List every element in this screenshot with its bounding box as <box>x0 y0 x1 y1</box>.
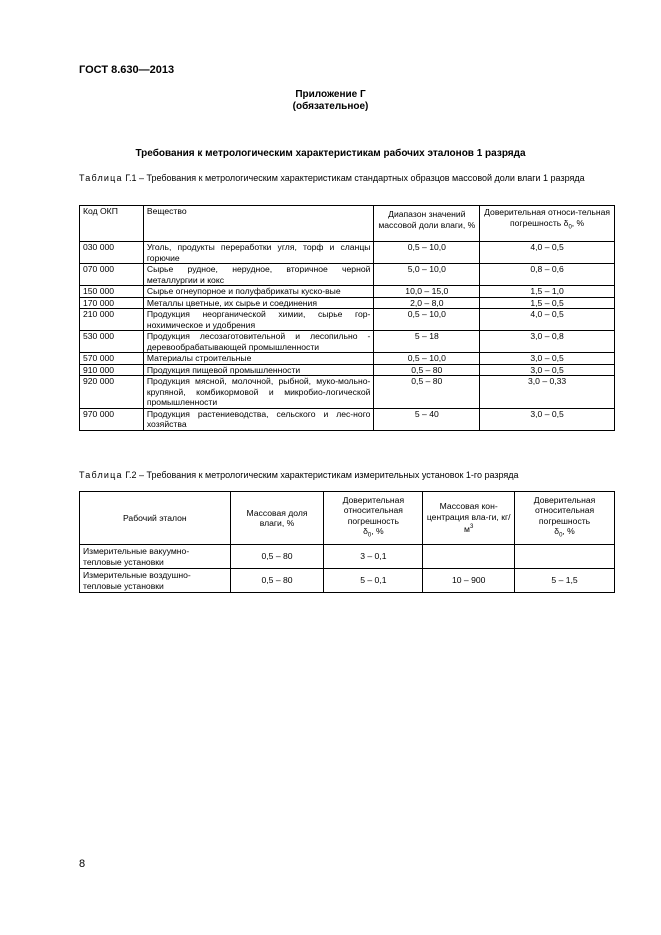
cell-concentration <box>423 545 515 569</box>
cell-substance: Уголь, продукты переработки угля, торф и сланцы горючие <box>143 242 374 264</box>
cell-substance: Сырье огнеупорное и полуфабрикаты куско-вые <box>143 286 374 298</box>
table2 <box>79 491 615 593</box>
table-row <box>80 286 615 298</box>
cell-mass-fraction: 0,5 – 80 <box>230 545 324 569</box>
cell-substance: Продукция лесозаготовительной и лесопильно - деревообрабатывающей промышленности <box>143 331 374 353</box>
cell-substance: Сырье рудное, нерудное, вторичное черной металлургии и кокс <box>143 264 374 286</box>
cell-standard: Измерительные вакуумно-тепловые установки <box>80 545 231 569</box>
cell-error: 3,0 – 0,8 <box>480 331 615 353</box>
table2-caption-label: Таблица <box>79 470 123 480</box>
table-row <box>80 331 615 353</box>
table1-header-error-sub: 0 <box>568 224 572 231</box>
cell-range: 0,5 – 80 <box>374 376 480 409</box>
cell-substance: Металлы цветные, их сырье и соединения <box>143 297 374 309</box>
cell-substance: Продукция пищевой промышленности <box>143 364 374 376</box>
cell-error2 <box>515 545 615 569</box>
cell-error: 4,0 – 0,5 <box>480 242 615 264</box>
cell-range: 0,5 – 10,0 <box>374 309 480 331</box>
table1-caption-text: Г.1 – Требования к метрологическим характеристикам стандартных образцов массовой доли влаги 1 разряда <box>122 173 585 183</box>
cell-error: 0,8 – 0,6 <box>480 264 615 286</box>
cell-code: 150 000 <box>80 286 144 298</box>
cell-error: 4,0 – 0,5 <box>480 309 615 331</box>
appendix-title: Приложение Г <box>295 89 366 100</box>
cell-range: 2,0 – 8,0 <box>374 297 480 309</box>
table-row <box>80 309 615 331</box>
table-row <box>80 353 615 365</box>
cell-error1: 3 – 0,1 <box>324 545 423 569</box>
cell-standard: Измерительные воздушно-тепловые установки <box>80 569 231 593</box>
table2-caption-text: Г.2 – Требования к метрологическим характеристикам измерительных установок 1-го разряда <box>122 470 519 480</box>
cell-error: 3,0 – 0,33 <box>480 376 615 409</box>
cell-error: 3,0 – 0,5 <box>480 364 615 376</box>
cell-code: 910 000 <box>80 364 144 376</box>
cell-concentration: 10 – 900 <box>423 569 515 593</box>
cell-error2: 5 – 1,5 <box>515 569 615 593</box>
cell-error: 1,5 – 0,5 <box>480 297 615 309</box>
table-row <box>80 297 615 309</box>
table1-header-error-unit: , % <box>571 217 585 228</box>
table2-header-error2-sub: 0 <box>559 532 563 539</box>
table1-caption-label: Таблица <box>79 173 123 183</box>
table-row <box>80 376 615 409</box>
cell-error: 1,5 – 1,0 <box>480 286 615 298</box>
table2-header-error1-text: Доверительная относительная погрешность <box>342 494 405 526</box>
cell-error1: 5 – 0,1 <box>324 569 423 593</box>
cell-error: 3,0 – 0,5 <box>480 353 615 365</box>
table2-header-error2 <box>515 492 615 545</box>
table-row <box>80 545 615 569</box>
table-row <box>80 264 615 286</box>
table1-header-error-text: Доверительная относи-тельная погрешность δ <box>484 207 611 228</box>
table2-header-mass-fraction: Массовая доля влаги, % <box>230 492 324 545</box>
table1-header-row <box>80 206 615 242</box>
table-row <box>80 569 615 593</box>
table1-caption <box>79 172 614 184</box>
table2-header-concentration <box>423 492 515 545</box>
cell-code: 530 000 <box>80 331 144 353</box>
cell-substance: Материалы строительные <box>143 353 374 365</box>
cell-code: 970 000 <box>80 408 144 430</box>
page-number: 8 <box>79 858 86 870</box>
table2-header-error2-unit: , % <box>562 526 575 537</box>
table-row <box>80 408 615 430</box>
cell-substance: Продукция мясной, молочной, рыбной, муко-мольно-крупяной, комбикормовой и микробио-логической промышленности <box>143 376 374 409</box>
table2-header-standard: Рабочий эталон <box>80 492 231 545</box>
cell-code: 030 000 <box>80 242 144 264</box>
table1-header-substance: Вещество <box>143 206 374 242</box>
cell-range: 5 – 40 <box>374 408 480 430</box>
table2-header-error1-sub: 0 <box>367 532 372 539</box>
table1-header-code: Код ОКП <box>80 206 144 242</box>
section-title: Требования к метрологическим характеристикам рабочих эталонов 1 разряда <box>135 148 526 159</box>
table1 <box>79 205 615 431</box>
table2-caption <box>79 469 519 481</box>
document-id: ГОСТ 8.630—2013 <box>79 64 175 76</box>
cell-range: 10,0 – 15,0 <box>374 286 480 298</box>
cell-mass-fraction: 0,5 – 80 <box>230 569 324 593</box>
cell-substance: Продукция неорганической химии, сырье гор-нохимическое и удобрения <box>143 309 374 331</box>
table2-header-error2-symbol: δ <box>554 526 560 537</box>
cell-code: 170 000 <box>80 297 144 309</box>
table1-header-range: Диапазон значений массовой доли влаги, % <box>374 206 480 242</box>
cell-range: 5 – 18 <box>374 331 480 353</box>
cell-code: 570 000 <box>80 353 144 365</box>
table2-header-error2-text: Доверительная относительная погрешность <box>533 494 596 526</box>
cell-code: 070 000 <box>80 264 144 286</box>
cell-error: 3,0 – 0,5 <box>480 408 615 430</box>
table2-header-concentration-sup: 3 <box>469 524 474 531</box>
table2-header-error1 <box>324 492 423 545</box>
table-row <box>80 364 615 376</box>
cell-code: 210 000 <box>80 309 144 331</box>
table-row <box>80 242 615 264</box>
cell-range: 0,5 – 10,0 <box>374 242 480 264</box>
appendix-status: (обязательное) <box>292 101 369 112</box>
cell-range: 0,5 – 10,0 <box>374 353 480 365</box>
table2-header-concentration-text: Массовая кон-центрация вла-ги, кг/м <box>426 501 511 535</box>
table1-header-error <box>480 206 615 242</box>
cell-code: 920 000 <box>80 376 144 409</box>
table2-header-error1-unit: , % <box>371 526 384 537</box>
table2-header-row <box>80 492 615 545</box>
cell-substance: Продукция растениеводства, сельского и лес-ного хозяйства <box>143 408 374 430</box>
table2-header-error1-symbol: δ <box>363 526 368 537</box>
cell-range: 5,0 – 10,0 <box>374 264 480 286</box>
cell-range: 0,5 – 80 <box>374 364 480 376</box>
